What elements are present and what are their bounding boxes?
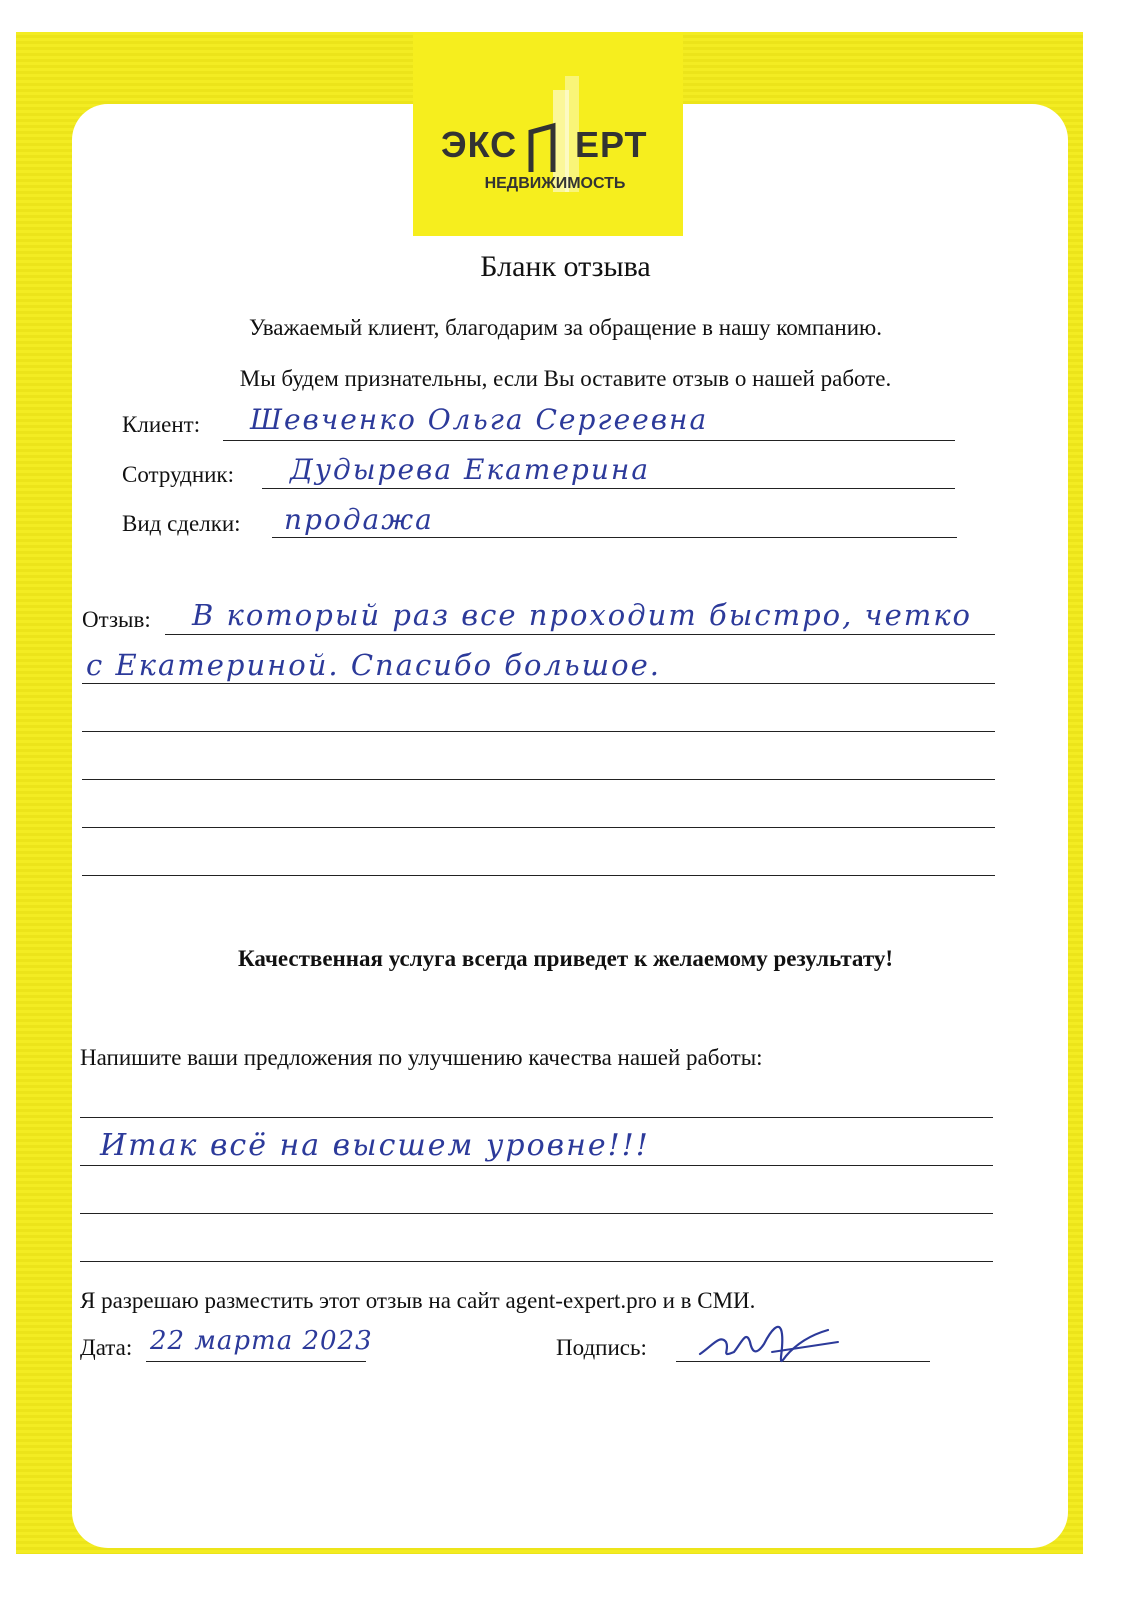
employee-label: Сотрудник:	[122, 462, 235, 487]
deal-line	[272, 537, 957, 538]
motto: Качественная услуга всегда приведет к желаемому результату!	[238, 946, 893, 971]
review-line-5	[82, 827, 995, 828]
signature-mark[interactable]	[690, 1312, 850, 1382]
suggestions-line-3	[80, 1213, 993, 1214]
date-label: Дата:	[80, 1335, 133, 1360]
deal-label: Вид сделки:	[122, 511, 241, 536]
logo-subtitle: НЕДВИЖИМОСТЬ	[484, 175, 626, 192]
review-line-4	[82, 779, 995, 780]
review-handwriting-1[interactable]: В который раз все проходит быстро, четко	[192, 598, 973, 632]
review-handwriting-2[interactable]: с Екатериной. Спасибо большое.	[86, 648, 661, 682]
client-label: Клиент:	[122, 412, 201, 437]
suggestions-line-4	[80, 1261, 993, 1262]
deal-handwriting[interactable]: продажа	[284, 503, 434, 536]
review-line-6	[82, 875, 995, 876]
employee-handwriting[interactable]: Дудырева Екатерина	[290, 453, 651, 486]
review-line-3	[82, 731, 995, 732]
suggestions-line-1	[80, 1117, 993, 1118]
company-logo	[413, 32, 683, 236]
form-title: Бланк отзыва	[480, 250, 651, 283]
consent-text: Я разрешаю разместить этот отзыв на сайт agent-expert.pro и в СМИ.	[80, 1288, 756, 1313]
client-handwriting[interactable]: Шевченко Ольга Сергеевна	[250, 403, 709, 436]
client-line	[223, 440, 955, 441]
intro-line-1: Уважаемый клиент, благодарим за обращение в нашу компанию.	[249, 315, 882, 340]
review-line-1	[165, 634, 995, 635]
date-handwriting[interactable]: 22 марта 2023	[150, 1326, 373, 1356]
logo-wordmark: ЭКС ЕРТ	[441, 124, 648, 165]
employee-line	[262, 488, 955, 489]
review-label: Отзыв:	[82, 607, 151, 632]
suggestions-label: Напишите ваши предложения по улучшению качества нашей работы:	[80, 1045, 763, 1070]
suggestions-line-2	[80, 1165, 993, 1166]
suggestions-handwriting[interactable]: Итак всё на высшем уровне!!!	[100, 1128, 650, 1163]
signature-label: Подпись:	[556, 1335, 647, 1360]
review-line-2	[82, 683, 995, 684]
intro-line-2: Мы будем признательны, если Вы оставите отзыв о нашей работе.	[239, 366, 892, 391]
date-line	[146, 1361, 366, 1362]
